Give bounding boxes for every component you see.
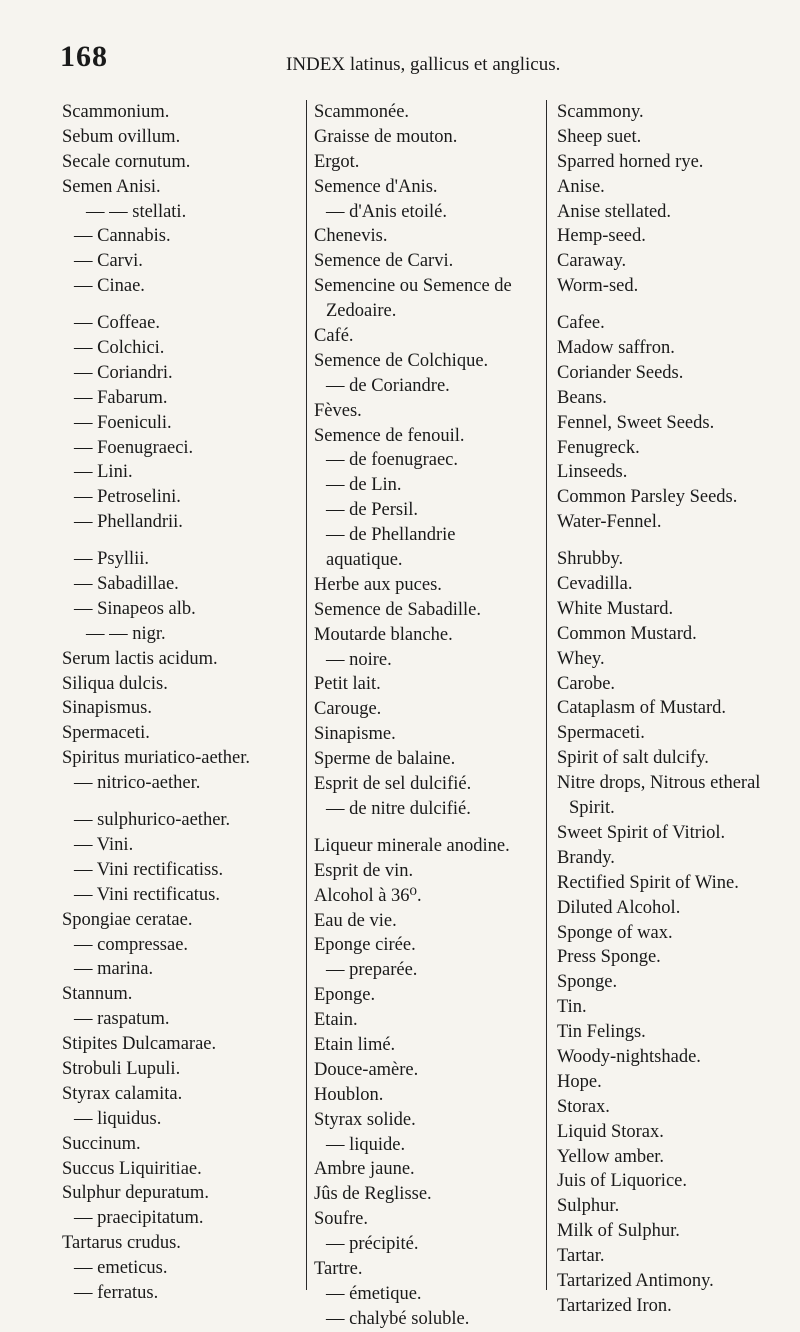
french-entry: Petit lait. — [314, 674, 381, 695]
french-entry: Tartre. — [314, 1258, 363, 1279]
latin-entry: — Vini rectificatus. — [74, 884, 220, 905]
french-entry: Semence de Sabadille. — [314, 599, 481, 620]
latin-entry — [62, 299, 302, 311]
latin-entry: — compressae. — [74, 934, 189, 955]
english-entry: Rectified Spirit of Wine. — [557, 872, 739, 893]
latin-entry: Sulphur depuratum. — [62, 1183, 209, 1204]
latin-entry: — Vini rectificatiss. — [74, 859, 224, 880]
english-column — [557, 100, 800, 1319]
column-divider-2 — [546, 100, 547, 1290]
french-entry: Esprit de sel dulcifié. — [314, 774, 472, 795]
french-entry: Ambre jaune. — [314, 1159, 415, 1180]
english-entry: Spirit. — [569, 798, 615, 819]
latin-entry: Spiritus muriatico-aether. — [62, 748, 251, 769]
english-entry: Cevadilla. — [557, 574, 633, 595]
english-entry: Beans. — [557, 387, 607, 408]
french-column — [314, 100, 540, 1332]
english-entry: Press Sponge. — [557, 947, 661, 968]
english-entry: Madow saffron. — [557, 338, 675, 359]
latin-entry: — nitrico-aether. — [74, 773, 201, 794]
latin-entry: — Colchici. — [74, 338, 165, 359]
english-entry: Sponge of wax. — [557, 922, 673, 943]
english-entry: Sponge. — [557, 972, 618, 993]
latin-entry: — emeticus. — [74, 1258, 168, 1279]
french-entry: — preparée. — [326, 960, 418, 981]
english-entry: Yellow amber. — [557, 1146, 665, 1167]
english-entry: Spermaceti. — [557, 723, 645, 744]
french-entry: Semence de Colchique. — [314, 350, 489, 371]
french-entry: — de nitre dulcifié. — [326, 798, 471, 819]
latin-entry: — liquidus. — [74, 1108, 162, 1129]
latin-entry: — — stellati. — [86, 201, 187, 222]
latin-entry: — raspatum. — [74, 1009, 170, 1030]
latin-entry: Scammonium. — [62, 102, 170, 122]
english-entry: Water-Fennel. — [557, 512, 662, 533]
english-entry: Anise. — [557, 176, 605, 197]
latin-entry: Tartarus crudus. — [62, 1233, 181, 1254]
french-entry: Semence d'Anis. — [314, 176, 438, 197]
english-entry: Tartarized Iron. — [557, 1295, 672, 1316]
english-entry: Caraway. — [557, 251, 627, 272]
english-entry: Hope. — [557, 1071, 602, 1092]
french-entry: Esprit de vin. — [314, 860, 414, 881]
french-entry: Styrax solide. — [314, 1109, 416, 1130]
english-entry: Nitre drops, Nitrous etheral — [557, 773, 761, 794]
french-entry: — de Persil. — [326, 500, 418, 521]
french-entry: Semence de Carvi. — [314, 251, 454, 272]
french-entry: Zedoaire. — [326, 301, 397, 322]
french-entry: Herbe aux puces. — [314, 574, 442, 595]
latin-entry: Serum lactis acidum. — [62, 648, 218, 669]
french-entry: — d'Anis etoilé. — [326, 201, 447, 222]
latin-entry: Spongiae ceratae. — [62, 909, 193, 930]
french-entry: Etain. — [314, 1010, 358, 1031]
english-entry: Worm-sed. — [557, 276, 639, 297]
latin-entry: Strobuli Lupuli. — [62, 1058, 181, 1079]
french-entry: — chalybé soluble. — [326, 1308, 470, 1329]
english-entry: Storax. — [557, 1096, 610, 1117]
french-entry: Semence de fenouil. — [314, 425, 465, 446]
latin-entry: — Foenugraeci. — [74, 437, 194, 458]
latin-entry: — Phellandrii. — [74, 512, 183, 533]
latin-entry — [62, 535, 302, 547]
english-entry: Anise stellated. — [557, 201, 672, 222]
english-entry: Sweet Spirit of Vitriol. — [557, 822, 726, 843]
english-entry: Hemp-seed. — [557, 226, 646, 247]
french-entry: — de Coriandre. — [326, 375, 450, 396]
french-entry — [314, 822, 540, 834]
english-entry: Tin Felings. — [557, 1022, 646, 1043]
french-entry: Scammonée. — [314, 102, 410, 122]
french-entry: Eponge. — [314, 985, 376, 1006]
latin-entry: — Coriandri. — [74, 362, 173, 383]
english-entry: Whey. — [557, 648, 605, 669]
latin-entry: — Carvi. — [74, 251, 143, 272]
french-entry: Graisse de mouton. — [314, 126, 458, 147]
english-entry: Fennel, Sweet Seeds. — [557, 412, 715, 433]
latin-entry: Succinum. — [62, 1133, 141, 1154]
french-entry: — de foenugraec. — [326, 450, 459, 471]
english-entry: Spirit of salt dulcify. — [557, 748, 709, 769]
latin-entry: — ferratus. — [74, 1282, 159, 1303]
latin-entry: Succus Liquiritiae. — [62, 1158, 202, 1179]
english-entry: Linseeds. — [557, 462, 628, 483]
latin-entry: Stannum. — [62, 984, 133, 1005]
latin-entry: Sinapismus. — [62, 698, 152, 719]
latin-entry: — sulphurico-aether. — [74, 810, 231, 831]
french-entry: Carouge. — [314, 699, 382, 720]
french-entry: Jûs de Reglisse. — [314, 1184, 432, 1205]
english-entry: Common Mustard. — [557, 623, 697, 644]
english-entry: Diluted Alcohol. — [557, 897, 681, 918]
latin-entry: — Cinae. — [74, 276, 145, 297]
english-entry: Sparred horned rye. — [557, 151, 704, 172]
english-entry — [557, 535, 800, 547]
english-entry: Juis of Liquorice. — [557, 1171, 687, 1192]
latin-entry: Styrax calamita. — [62, 1083, 183, 1104]
latin-entry: Sebum ovillum. — [62, 126, 181, 147]
latin-entry: Spermaceti. — [62, 723, 150, 744]
french-entry: Douce-amère. — [314, 1059, 419, 1080]
latin-entry: — — nigr. — [86, 623, 166, 644]
latin-entry: — Vini. — [74, 834, 134, 855]
latin-column — [62, 100, 302, 1306]
latin-entry: Siliqua dulcis. — [62, 673, 168, 694]
latin-entry: — Cannabis. — [74, 226, 171, 247]
french-entry: — noire. — [326, 649, 392, 670]
french-entry: Etain limé. — [314, 1034, 396, 1055]
french-entry: — précipité. — [326, 1234, 419, 1255]
running-title: INDEX latinus, gallicus et anglicus. — [286, 54, 561, 75]
latin-entry: Secale cornutum. — [62, 151, 191, 172]
latin-entry: — Lini. — [74, 462, 133, 483]
french-entry: Alcohol à 36⁰. — [314, 885, 422, 906]
french-entry: Houblon. — [314, 1084, 384, 1105]
french-entry: Liqueur minerale anodine. — [314, 835, 510, 856]
latin-entry: — Petroselini. — [74, 487, 181, 508]
french-entry: — de Lin. — [326, 475, 402, 496]
english-entry: Cafee. — [557, 313, 605, 334]
french-entry: Sinapisme. — [314, 724, 396, 745]
english-entry: Sulphur. — [557, 1196, 620, 1217]
english-entry: Woody-nightshade. — [557, 1046, 701, 1067]
page-header — [60, 40, 780, 80]
english-entry: Brandy. — [557, 847, 615, 868]
french-entry: Fèves. — [314, 400, 362, 421]
french-entry: Chenevis. — [314, 226, 388, 247]
english-entry: White Mustard. — [557, 598, 674, 619]
french-entry: — de Phellandrie — [326, 525, 456, 546]
english-entry: Milk of Sulphur. — [557, 1221, 680, 1242]
french-entry: Ergot. — [314, 151, 360, 172]
latin-entry — [62, 796, 302, 808]
column-divider-1 — [306, 100, 307, 1290]
french-entry: Sperme de balaine. — [314, 749, 456, 770]
latin-entry: — Sinapeos alb. — [74, 598, 196, 619]
latin-entry: — Foeniculi. — [74, 412, 172, 433]
french-entry: Moutarde blanche. — [314, 624, 453, 645]
english-entry: Tartar. — [557, 1246, 605, 1267]
latin-entry: Stipites Dulcamarae. — [62, 1034, 217, 1055]
english-entry: Coriander Seeds. — [557, 362, 684, 383]
french-entry: aquatique. — [326, 550, 403, 571]
french-entry: Café. — [314, 326, 354, 347]
french-entry: Soufre. — [314, 1209, 368, 1230]
french-entry: Eponge cirée. — [314, 935, 416, 956]
english-entry: Sheep suet. — [557, 126, 642, 147]
english-entry: Liquid Storax. — [557, 1121, 664, 1142]
english-entry: Tin. — [557, 997, 587, 1018]
english-entry: Tartarized Antimony. — [557, 1270, 714, 1291]
french-entry: Semencine ou Semence de — [314, 276, 512, 297]
french-entry: — émetique. — [326, 1283, 422, 1304]
latin-entry: — Psyllii. — [74, 549, 150, 570]
page-number: 168 — [60, 40, 108, 73]
english-entry: Shrubby. — [557, 549, 624, 570]
english-entry: Carobe. — [557, 673, 616, 694]
english-entry: Scammony. — [557, 102, 644, 122]
english-entry: Fenugreck. — [557, 437, 640, 458]
latin-entry: — Sabadillae. — [74, 574, 179, 595]
english-entry: Cataplasm of Mustard. — [557, 698, 727, 719]
latin-entry: — marina. — [74, 959, 154, 980]
english-entry — [557, 299, 800, 311]
english-entry: Common Parsley Seeds. — [557, 487, 738, 508]
latin-entry: Semen Anisi. — [62, 176, 161, 197]
latin-entry: — Fabarum. — [74, 387, 168, 408]
french-entry: Eau de vie. — [314, 910, 397, 931]
latin-entry: — praecipitatum. — [74, 1208, 204, 1229]
latin-entry: — Coffeae. — [74, 313, 160, 334]
french-entry: — liquide. — [326, 1134, 406, 1155]
